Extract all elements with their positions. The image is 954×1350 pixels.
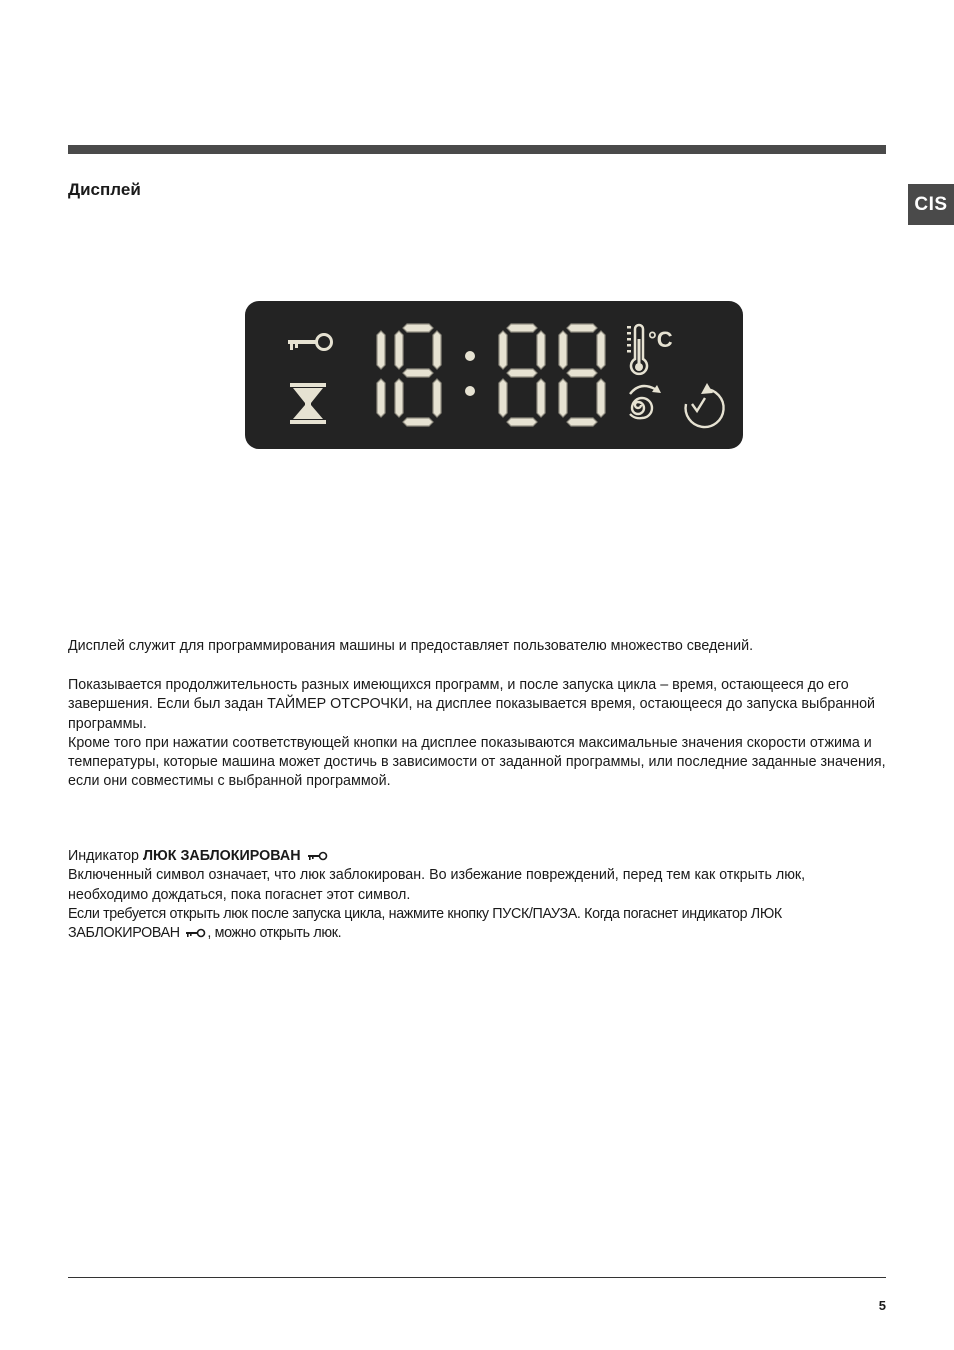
door-lock-description: Включенный символ означает, что люк заблокирован. Во избежание повреждений, перед тем как открыть люк, необходимо дождаться, пока погаснет этот символ. [68, 867, 806, 903]
lcd-panel-background [245, 301, 743, 449]
intro-text: Дисплей служит для программирования машины и предоставляет пользователю множество сведений. [68, 638, 754, 654]
footer-rule [68, 1277, 886, 1278]
header-rule [68, 145, 886, 154]
temp-unit: °C [648, 327, 673, 352]
section-title: Дисплей [68, 180, 141, 199]
lcd-display-graphic [245, 301, 743, 449]
door-lock-heading-prefix: Индикатор [68, 848, 143, 864]
door-lock-key-icon-inline [185, 928, 207, 938]
door-lock-key-icon [307, 851, 329, 861]
door-lock-open-text: Если требуется открыть люк после запуска цикла, нажмите кнопку ПУСК/ПАУЗА. Когда погаснет индикатор ЛЮК ЗАБЛОКИРОВАН [68, 905, 782, 942]
max-values-text: Кроме того при нажатии соответствующей кнопки на дисплее показываются максимальные значения скорости отжима и температуры, которые машина может достичь в зависимости от заданной программы, или последние заданные значения, если они совместимы с выбранной программой. [68, 734, 886, 790]
door-lock-indicator-name: ЛЮК ЗАБЛОКИРОВАН [142, 848, 301, 864]
door-lock-section [68, 847, 886, 943]
page-number: 5 [878, 1298, 886, 1313]
door-lock-open-suffix: , можно открыть люк. [207, 925, 342, 942]
door-lock-open-instructions [68, 905, 886, 944]
lcd-display [245, 301, 743, 449]
language-tab: CIS [908, 184, 954, 225]
duration-paragraph [68, 676, 886, 792]
intro-paragraph [68, 637, 886, 656]
duration-text: Показывается продолжительность разных имеющихся программ, и после запуска цикла – время, остающееся до его завершения. Если был задан ТАЙМЕР ОТСРОЧКИ, на дисплее показывается время, остающееся до запуска выбранной программы. [68, 677, 876, 732]
door-lock-heading [68, 847, 886, 866]
